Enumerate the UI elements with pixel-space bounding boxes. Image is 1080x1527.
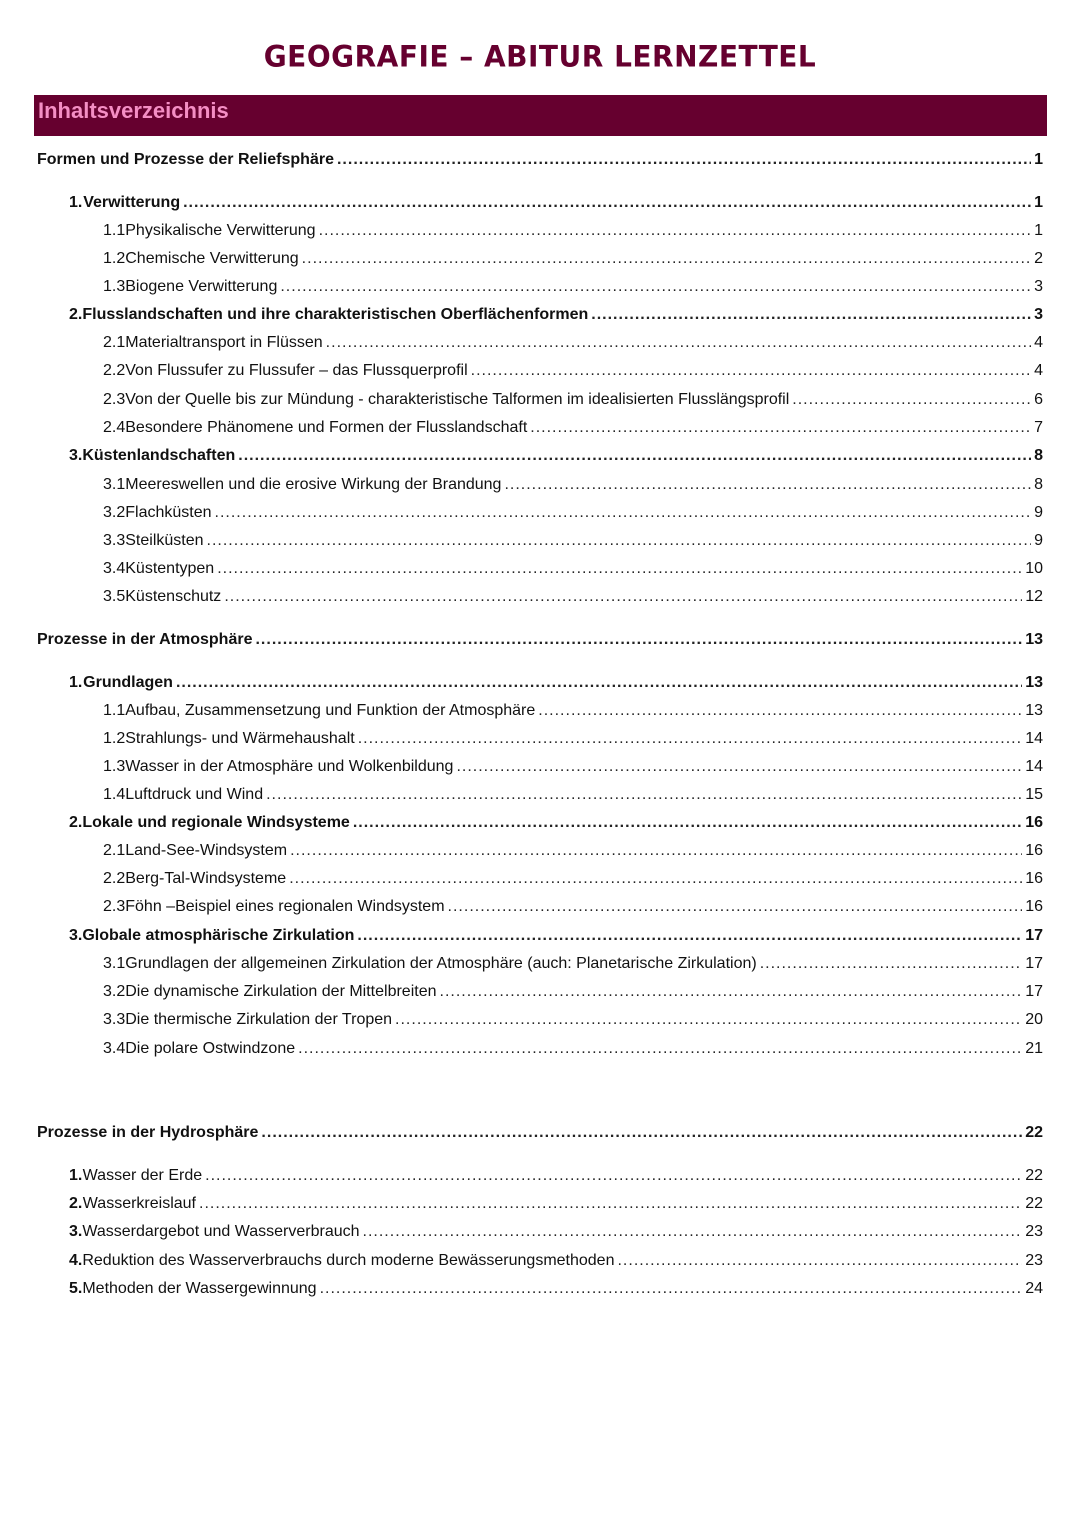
dot-leader xyxy=(504,476,1031,494)
toc-entry-label: Aufbau, Zusammensetzung und Funktion der Atmosphäre xyxy=(125,702,536,719)
toc-entry-sub[interactable] xyxy=(103,842,1043,860)
toc-entry-label: Methoden der Wassergewinnung xyxy=(82,1280,317,1297)
toc-entry-sub[interactable] xyxy=(103,758,1043,776)
toc-entry-page-number: 4 xyxy=(1034,334,1043,351)
toc-entry-page-number: 8 xyxy=(1034,447,1043,464)
toc-entry-page-number: 17 xyxy=(1025,927,1043,944)
toc-entry-label: Chemische Verwitterung xyxy=(125,250,299,267)
toc-entry-page-number: 3 xyxy=(1034,306,1043,323)
toc-entry-label: Die thermische Zirkulation der Tropen xyxy=(125,1011,393,1028)
toc-entry-label: Flachküsten xyxy=(125,504,212,521)
dot-leader xyxy=(358,730,1023,748)
toc-entry-chap[interactable] xyxy=(69,814,1043,832)
toc-entry-label: Föhn –Beispiel eines regionalen Windsystem xyxy=(125,898,445,915)
toc-entry-number: 2.4 xyxy=(103,419,126,436)
toc-entry-label: Wasserdargebot und Wasserverbrauch xyxy=(82,1223,360,1240)
toc-entry-label: Reduktion des Wasserverbrauchs durch moderne Bewässerungsmethoden xyxy=(82,1252,615,1269)
toc-entry-label: Biogene Verwitterung xyxy=(125,278,278,295)
dot-leader xyxy=(353,814,1022,832)
dot-leader xyxy=(319,222,1032,240)
toc-entry-label: Land-See-Windsystem xyxy=(125,842,288,859)
dot-leader xyxy=(289,870,1022,888)
toc-entry-chap[interactable] xyxy=(69,1195,1043,1213)
dot-leader xyxy=(471,362,1031,380)
toc-entry-label: Wasserkreislauf xyxy=(82,1195,196,1212)
dot-leader xyxy=(217,560,1022,578)
toc-entry-label: Besondere Phänomene und Formen der Flusslandschaft xyxy=(125,419,528,436)
toc-entry-number: 3.3 xyxy=(103,532,126,549)
dot-leader xyxy=(363,1223,1023,1241)
toc-entry-page-number: 13 xyxy=(1025,702,1043,719)
toc-entry-chap[interactable] xyxy=(69,1280,1043,1298)
toc-entry-label: Wasser der Erde xyxy=(82,1167,203,1184)
toc-entry-label: Materialtransport in Flüssen xyxy=(125,334,323,351)
toc-entry-part[interactable] xyxy=(37,631,1043,649)
toc-entry-sub[interactable] xyxy=(103,588,1043,606)
toc-entry-sub[interactable] xyxy=(103,222,1043,240)
dot-leader xyxy=(176,674,1022,692)
toc-entry-number: 2.3 xyxy=(103,898,126,915)
toc-entry-page-number: 1 xyxy=(1034,194,1043,211)
toc-entry-label: Lokale und regionale Windsysteme xyxy=(82,814,350,831)
toc-entry-label: Steilküsten xyxy=(125,532,204,549)
dot-leader xyxy=(255,631,1022,649)
toc-entry-number: 4. xyxy=(69,1252,83,1269)
toc-entry-sub[interactable] xyxy=(103,1011,1043,1029)
toc-entry-label: Grundlagen xyxy=(83,674,173,691)
toc-entry-page-number: 23 xyxy=(1025,1223,1043,1240)
toc-entry-sub[interactable] xyxy=(103,983,1043,1001)
dot-leader xyxy=(320,1280,1023,1298)
toc-entry-page-number: 13 xyxy=(1025,631,1043,648)
toc-entry-number: 1. xyxy=(69,1167,83,1184)
dot-leader xyxy=(440,983,1023,1001)
dot-leader xyxy=(326,334,1031,352)
toc-entry-label: Grundlagen der allgemeinen Zirkulation der Atmosphäre (auch: Planetarische Zirkulation) xyxy=(125,955,757,972)
toc-entry-page-number: 22 xyxy=(1025,1167,1043,1184)
dot-leader xyxy=(357,927,1022,945)
toc-entry-sub[interactable] xyxy=(103,278,1043,296)
toc-heading: Inhaltsverzeichnis xyxy=(38,98,229,123)
toc-entry-number: 3.1 xyxy=(103,955,126,972)
toc-entry-page-number: 16 xyxy=(1025,814,1043,831)
toc-entry-label: Flusslandschaften und ihre charakteristischen Oberflächenformen xyxy=(82,306,589,323)
toc-entry-number: 3.3 xyxy=(103,1011,126,1028)
toc-entry-number: 3.2 xyxy=(103,983,126,1000)
dot-leader xyxy=(261,1124,1022,1142)
toc-entry-page-number: 6 xyxy=(1034,391,1043,408)
toc-entry-label: Berg-Tal-Windsysteme xyxy=(125,870,287,887)
toc-entry-number: 3.5 xyxy=(103,588,126,605)
dot-leader xyxy=(617,1252,1022,1270)
toc-entry-label: Die dynamische Zirkulation der Mittelbreiten xyxy=(125,983,437,1000)
dot-leader xyxy=(591,306,1031,324)
toc-entry-number: 1.3 xyxy=(103,278,126,295)
toc-entry-sub[interactable] xyxy=(103,419,1043,437)
dot-leader xyxy=(538,702,1022,720)
toc-entry-label: Wasser in der Atmosphäre und Wolkenbildung xyxy=(125,758,454,775)
toc-entry-part[interactable] xyxy=(37,1124,1043,1142)
toc-entry-sub[interactable] xyxy=(103,1040,1043,1058)
toc-entry-page-number: 2 xyxy=(1034,250,1043,267)
toc-entry-number: 2.2 xyxy=(103,870,126,887)
toc-entry-sub[interactable] xyxy=(103,898,1043,916)
toc-entry-label: Globale atmosphärische Zirkulation xyxy=(82,927,355,944)
toc-entry-label: Strahlungs- und Wärmehaushalt xyxy=(125,730,355,747)
toc-entry-page-number: 12 xyxy=(1025,588,1043,605)
toc-entry-page-number: 8 xyxy=(1034,476,1043,493)
toc-entry-page-number: 17 xyxy=(1025,983,1043,1000)
toc-entry-sub[interactable] xyxy=(103,334,1043,352)
toc-entry-sub[interactable] xyxy=(103,362,1043,380)
toc-entry-number: 1.1 xyxy=(103,702,126,719)
dot-leader xyxy=(760,955,1023,973)
toc-entry-number: 2.3 xyxy=(103,391,126,408)
toc-entry-sub[interactable] xyxy=(103,532,1043,550)
toc-entry-number: 2.1 xyxy=(103,842,126,859)
toc-entry-sub[interactable] xyxy=(103,391,1043,409)
toc-entry-number: 2.1 xyxy=(103,334,126,351)
toc-entry-number: 1.1 xyxy=(103,222,126,239)
toc-entry-page-number: 9 xyxy=(1034,532,1043,549)
toc-entry-sub[interactable] xyxy=(103,955,1043,973)
toc-entry-label: Prozesse in der Hydrosphäre xyxy=(37,1124,259,1141)
dot-leader xyxy=(290,842,1022,860)
toc-entry-page-number: 22 xyxy=(1025,1124,1043,1141)
toc-entry-page-number: 16 xyxy=(1025,898,1043,915)
toc-entry-number: 1.3 xyxy=(103,758,126,775)
dot-leader xyxy=(207,532,1032,550)
dot-leader xyxy=(448,898,1023,916)
toc-entry-sub[interactable] xyxy=(103,250,1043,268)
toc-entry-page-number: 14 xyxy=(1025,730,1043,747)
dot-leader xyxy=(215,504,1032,522)
toc-entry-label: Küstentypen xyxy=(125,560,215,577)
toc-entry-number: 3. xyxy=(69,447,83,464)
toc-entry-number: 1. xyxy=(69,194,83,211)
dot-leader xyxy=(205,1167,1022,1185)
dot-leader xyxy=(266,786,1022,804)
toc-entry-page-number: 1 xyxy=(1034,222,1043,239)
toc-entry-chap[interactable] xyxy=(69,674,1043,692)
toc-heading-bar xyxy=(34,95,1047,136)
toc-entry-number: 2. xyxy=(69,1195,83,1212)
toc-entry-label: Luftdruck und Wind xyxy=(125,786,264,803)
dot-leader xyxy=(238,447,1031,465)
toc-entry-number: 5. xyxy=(69,1280,83,1297)
toc-entry-label: Küstenlandschaften xyxy=(82,447,236,464)
toc-entry-label: Prozesse in der Atmosphäre xyxy=(37,631,253,648)
toc-entry-page-number: 23 xyxy=(1025,1252,1043,1269)
toc-entry-number: 1.2 xyxy=(103,250,126,267)
toc-entry-chap[interactable] xyxy=(69,194,1043,212)
dot-leader xyxy=(280,278,1031,296)
toc-entry-number: 1.4 xyxy=(103,786,126,803)
toc-entry-label: Formen und Prozesse der Reliefsphäre xyxy=(37,151,334,168)
toc-entry-number: 2.2 xyxy=(103,362,126,379)
toc-entry-sub[interactable] xyxy=(103,730,1043,748)
toc-entry-part[interactable] xyxy=(37,151,1043,169)
toc-entry-number: 1. xyxy=(69,674,83,691)
toc-entry-chap[interactable] xyxy=(69,1252,1043,1270)
dot-leader xyxy=(395,1011,1022,1029)
toc-entry-page-number: 15 xyxy=(1025,786,1043,803)
toc-entry-page-number: 14 xyxy=(1025,758,1043,775)
document-title: GEOGRAFIE – ABITUR LERNZETTEL xyxy=(263,39,817,74)
toc-entry-number: 3. xyxy=(69,1223,83,1240)
toc-entry-sub[interactable] xyxy=(103,504,1043,522)
toc-entry-label: Küstenschutz xyxy=(125,588,222,605)
toc-entry-page-number: 13 xyxy=(1025,674,1043,691)
toc-entry-page-number: 17 xyxy=(1025,955,1043,972)
dot-leader xyxy=(298,1040,1022,1058)
toc-entry-page-number: 20 xyxy=(1025,1011,1043,1028)
toc-entry-number: 2. xyxy=(69,814,83,831)
toc-entry-label: Von Flussufer zu Flussufer – das Flussquerprofil xyxy=(125,362,468,379)
toc-entry-page-number: 22 xyxy=(1025,1195,1043,1212)
toc-entry-sub[interactable] xyxy=(103,560,1043,578)
dot-leader xyxy=(530,419,1031,437)
dot-leader xyxy=(792,391,1031,409)
dot-leader xyxy=(302,250,1031,268)
toc-entry-page-number: 4 xyxy=(1034,362,1043,379)
toc-entry-page-number: 1 xyxy=(1034,151,1043,168)
toc-entry-number: 3.4 xyxy=(103,1040,126,1057)
toc-entry-chap[interactable] xyxy=(69,447,1043,465)
toc-entry-sub[interactable] xyxy=(103,476,1043,494)
toc-entry-number: 3.1 xyxy=(103,476,126,493)
toc-entry-label: Verwitterung xyxy=(83,194,181,211)
toc-entry-chap[interactable] xyxy=(69,927,1043,945)
toc-entry-chap[interactable] xyxy=(69,1167,1043,1185)
toc-entry-page-number: 24 xyxy=(1025,1280,1043,1297)
toc-entry-chap[interactable] xyxy=(69,306,1043,324)
toc-entry-sub[interactable] xyxy=(103,786,1043,804)
toc-entry-sub[interactable] xyxy=(103,702,1043,720)
toc-entry-number: 1.2 xyxy=(103,730,126,747)
toc-entry-chap[interactable] xyxy=(69,1223,1043,1241)
dot-leader xyxy=(224,588,1022,606)
toc-entry-page-number: 7 xyxy=(1034,419,1043,436)
toc-entry-page-number: 16 xyxy=(1025,842,1043,859)
toc-entry-number: 3. xyxy=(69,927,83,944)
toc-entry-page-number: 21 xyxy=(1025,1040,1043,1057)
toc-entry-label: Von der Quelle bis zur Mündung - charakteristische Talformen im idealisierten Flusslängsprofil xyxy=(125,391,790,408)
toc-entry-page-number: 10 xyxy=(1025,560,1043,577)
toc-entry-number: 2. xyxy=(69,306,83,323)
dot-leader xyxy=(456,758,1022,776)
toc-entry-label: Die polare Ostwindzone xyxy=(125,1040,296,1057)
dot-leader xyxy=(183,194,1031,212)
toc-entry-number: 3.2 xyxy=(103,504,126,521)
dot-leader xyxy=(337,151,1031,169)
toc-entry-page-number: 16 xyxy=(1025,870,1043,887)
toc-entry-page-number: 3 xyxy=(1034,278,1043,295)
toc-entry-label: Physikalische Verwitterung xyxy=(125,222,316,239)
dot-leader xyxy=(199,1195,1022,1213)
toc-entry-page-number: 9 xyxy=(1034,504,1043,521)
toc-entry-number: 3.4 xyxy=(103,560,126,577)
toc-entry-label: Meereswellen und die erosive Wirkung der Brandung xyxy=(125,476,502,493)
toc-entry-sub[interactable] xyxy=(103,870,1043,888)
